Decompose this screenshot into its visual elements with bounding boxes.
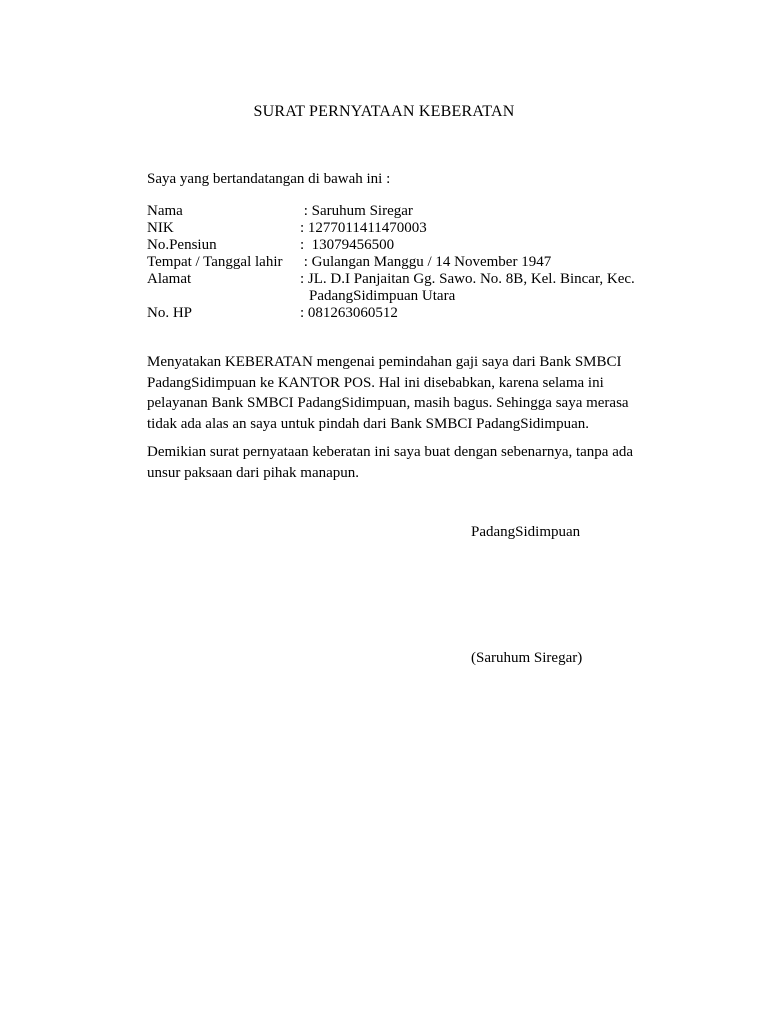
field-row-hp — [147, 305, 667, 322]
field-label-nik: NIK — [147, 220, 174, 236]
statement-paragraph: Menyatakan KEBERATAN mengenai pemindahan gaji saya dari Bank SMBCI PadangSidimpuan ke KANTOR POS. Hal ini disebabkan, karena selama ini pelayanan Bank SMBCI PadangSidimpuan, masih bagus. Sehingga saya merasa tidak ada alas an saya untuk pindah dari Bank SMBCI PadangSidimpuan. — [147, 354, 629, 432]
signer-name: (Saruhum Siregar) — [471, 650, 583, 666]
intro-text: Saya yang bertandatangan di bawah ini : — [147, 171, 391, 187]
field-value-alamat-line1: : JL. D.I Panjaitan Gg. Sawo. No. 8B, Kel. Bincar, Kec. — [300, 271, 635, 287]
field-label-pensiun: No.Pensiun — [147, 237, 217, 253]
field-row-alamat — [147, 271, 667, 305]
identity-fields — [147, 203, 667, 322]
field-label-ttl: Tempat / Tanggal lahir — [147, 254, 283, 270]
field-value-hp: : 081263060512 — [300, 305, 398, 321]
field-label-alamat: Alamat — [147, 271, 192, 287]
field-value-ttl: : Gulangan Manggu / 14 November 1947 — [300, 254, 552, 270]
field-row-pensiun — [147, 237, 667, 254]
field-row-ttl — [147, 254, 667, 271]
field-row-nama — [147, 203, 667, 220]
field-value-alamat-line2: PadangSidimpuan Utara — [309, 288, 456, 304]
field-value-nik: : 1277011411470003 — [300, 220, 427, 236]
field-label-hp: No. HP — [147, 305, 193, 321]
signature-place: PadangSidimpuan — [471, 524, 581, 540]
field-row-nik — [147, 220, 667, 237]
closing-paragraph: Demikian surat pernyataan keberatan ini saya buat dengan sebenarnya, tanpa ada unsur paksaan dari pihak manapun. — [147, 444, 634, 481]
field-value-nama: : Saruhum Siregar — [300, 203, 413, 219]
field-value-alamat — [300, 271, 667, 305]
document-title: SURAT PERNYATAAN KEBERATAN — [253, 103, 515, 120]
field-label-nama: Nama — [147, 203, 183, 219]
field-value-pensiun: : 13079456500 — [300, 237, 395, 253]
